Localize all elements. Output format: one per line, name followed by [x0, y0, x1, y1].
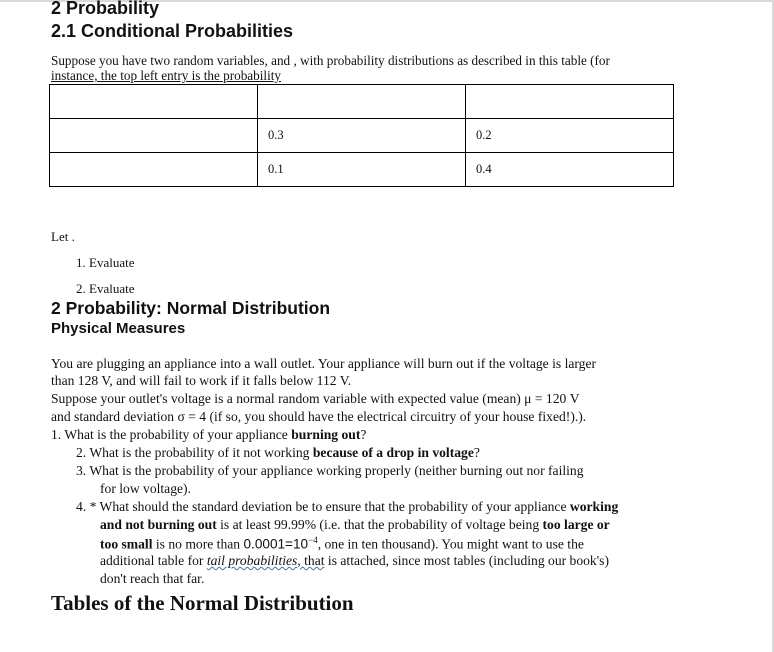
question-text: is no more than: [152, 536, 244, 552]
threshold-value: 0.0001=10: [243, 536, 309, 552]
table-cell: 0.3: [258, 119, 466, 153]
evaluate-item: 1. Evaluate: [76, 255, 135, 270]
question-emphasis: because of a drop in voltage: [312, 445, 474, 460]
tables-heading: Tables of the Normal Distribution: [51, 591, 354, 615]
question-3-line-2: for low voltage).: [100, 481, 191, 496]
question-4-line-1: [76, 499, 618, 515]
question-text: 1. What is the probability of your appliance: [51, 427, 292, 442]
question-text: ?: [473, 445, 480, 460]
question-emphasis: and not burning out: [100, 517, 217, 532]
question-3-line-1: 3. What is the probability of your appliance working properly (neither burning out nor failing: [76, 463, 584, 478]
subsection-title: 2.1 Conditional Probabilities: [51, 21, 294, 41]
question-4-line-2: [100, 517, 610, 533]
question-text: 2. What is the probability of it not working: [76, 445, 313, 460]
intro-line-1: Suppose you have two random variables, and , with probability distributions as described in this table (for: [51, 53, 610, 68]
question-text: 4. * What should the standard deviation be to ensure that the probability of your appliance: [76, 499, 570, 514]
table-cell: [466, 85, 674, 119]
evaluate-item: 2. Evaluate: [76, 281, 135, 296]
question-1: [51, 427, 366, 443]
question-4-line-4: [100, 553, 609, 569]
table-row: [50, 119, 674, 153]
probability-table: [49, 84, 674, 187]
table-cell: [50, 119, 258, 153]
question-text: additional table for: [100, 553, 207, 568]
question-emphasis: too small: [100, 536, 153, 552]
exponent: −4: [308, 535, 318, 545]
question-emphasis: burning out: [291, 427, 361, 442]
paragraph-line: than 128 V, and will fail to work if it falls below 112 V.: [51, 373, 352, 388]
intro-line-2: instance, the top left entry is the probability: [51, 68, 281, 83]
table-cell: 0.4: [466, 153, 674, 187]
question-text: , one in ten thousand). You might want to use the: [317, 536, 584, 552]
question-text: is attached, since most tables (including our book's): [324, 553, 609, 568]
paragraph-line: and standard deviation σ = 4 (if so, you should have the electrical circuitry of your house fixed!).).: [51, 409, 587, 424]
table-cell: [50, 153, 258, 187]
table-row: [50, 85, 674, 119]
normal-subtitle: Physical Measures: [51, 320, 186, 337]
tail-probabilities-term: tail probabilities: [206, 553, 298, 568]
table-cell: [258, 85, 466, 119]
question-text: ?: [360, 427, 367, 442]
question-text: is at least 99.99% (i.e. that the probability of voltage being: [216, 517, 543, 532]
question-2: [76, 445, 480, 461]
table-row: [50, 153, 674, 187]
question-4-line-3: [100, 535, 584, 553]
section-title: 2 Probability: [51, 0, 160, 18]
question-4-line-5: don't reach that far.: [100, 571, 205, 586]
paragraph-line: You are plugging an appliance into a wall outlet. Your appliance will burn out if the voltage is larger: [51, 356, 597, 371]
table-cell: 0.2: [466, 119, 674, 153]
question-emphasis: too large or: [542, 517, 610, 532]
table-cell: 0.1: [258, 153, 466, 187]
question-emphasis: working: [569, 499, 619, 514]
paragraph-line: Suppose your outlet's voltage is a normal random variable with expected value (mean) μ = 120 V: [51, 391, 580, 406]
question-text: , that: [297, 553, 325, 568]
let-text: Let .: [51, 229, 75, 244]
normal-section-title: 2 Probability: Normal Distribution: [51, 298, 331, 318]
table-cell: [50, 85, 258, 119]
